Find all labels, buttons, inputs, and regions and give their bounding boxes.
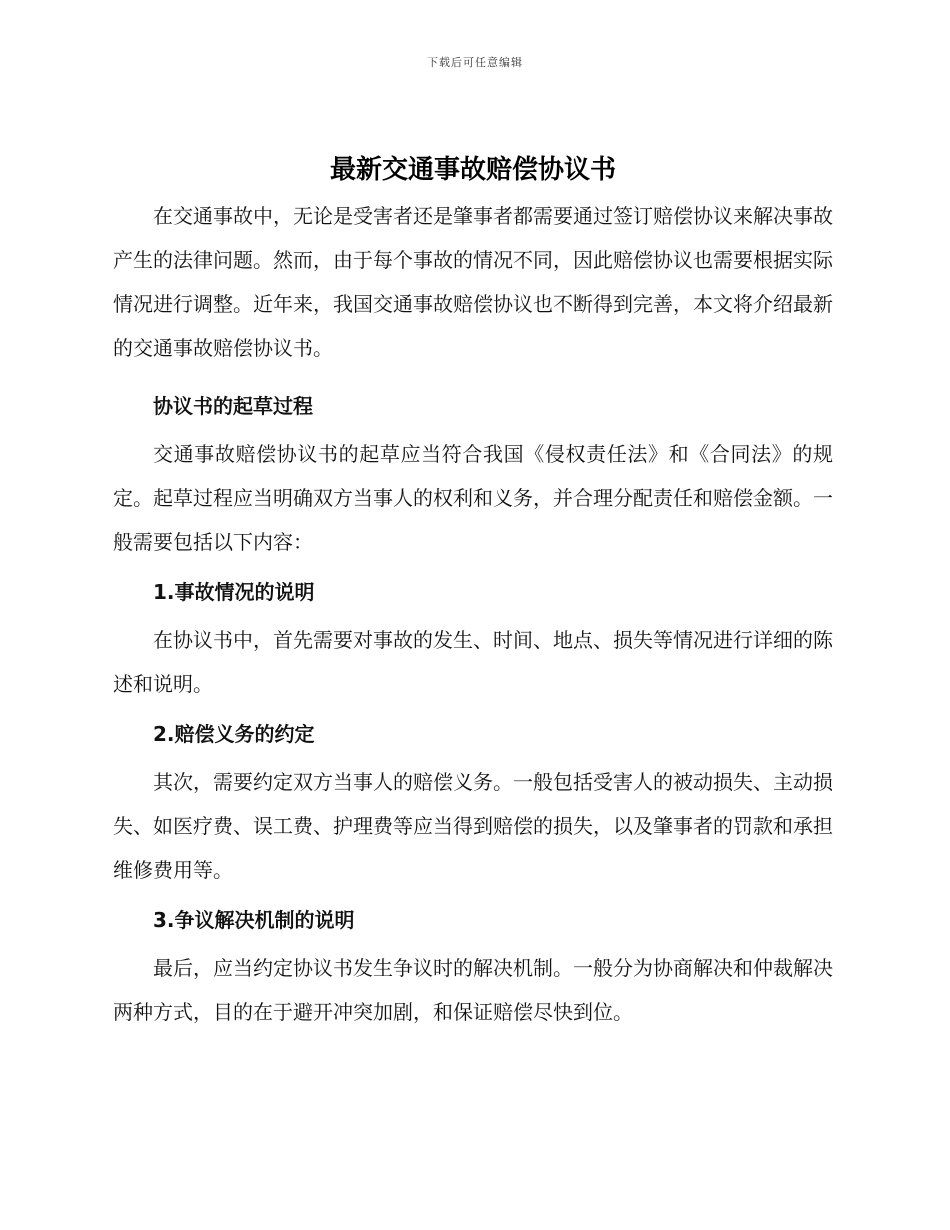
section-body-compensation-duty: 其次，需要约定双方当事人的赔偿义务。一般包括受害人的被动损失、主动损失、如医疗费、误工费、护理费等应当得到赔偿的损失，以及肇事者的罚款和承担维修费用等。 (113, 770, 833, 882)
spacer (113, 370, 833, 378)
section-body-drafting: 交通事故赔偿协议书的起草应当符合我国《侵权责任法》和《合同法》的规定。起草过程应当明确双方当事人的权利和义务，并合理分配责任和赔偿金额。一般需要包括以下内容： (113, 442, 833, 554)
section-heading-accident-description: 1.事故情况的说明 (153, 580, 315, 604)
section-body-accident-description: 在协议书中，首先需要对事故的发生、时间、地点、损失等情况进行详细的陈述和说明。 (113, 628, 833, 696)
section-heading-compensation-duty: 2.赔偿义务的约定 (153, 722, 315, 746)
section-heading-drafting: 协议书的起草过程 (153, 394, 313, 418)
document-title: 最新交通事故赔偿协议书 (329, 155, 616, 185)
intro-paragraph: 在交通事故中，无论是受害者还是肇事者都需要通过签订赔偿协议来解决事故产生的法律问题。然而，由于每个事故的情况不同，因此赔偿协议也需要根据实际情况进行调整。近年来，我国交通事故赔偿协议也不断得到完善，本文将介绍最新的交通事故赔偿协议书。 (113, 204, 833, 360)
page-header-note: 下载后可任意编辑 (427, 56, 523, 69)
document-body (113, 150, 833, 1034)
section-heading-dispute-resolution: 3.争议解决机制的说明 (153, 908, 355, 932)
section-body-dispute-resolution: 最后，应当约定协议书发生争议时的解决机制。一般分为协商解决和仲裁解决两种方式，目的在于避开冲突加剧，和保证赔偿尽快到位。 (113, 956, 833, 1024)
